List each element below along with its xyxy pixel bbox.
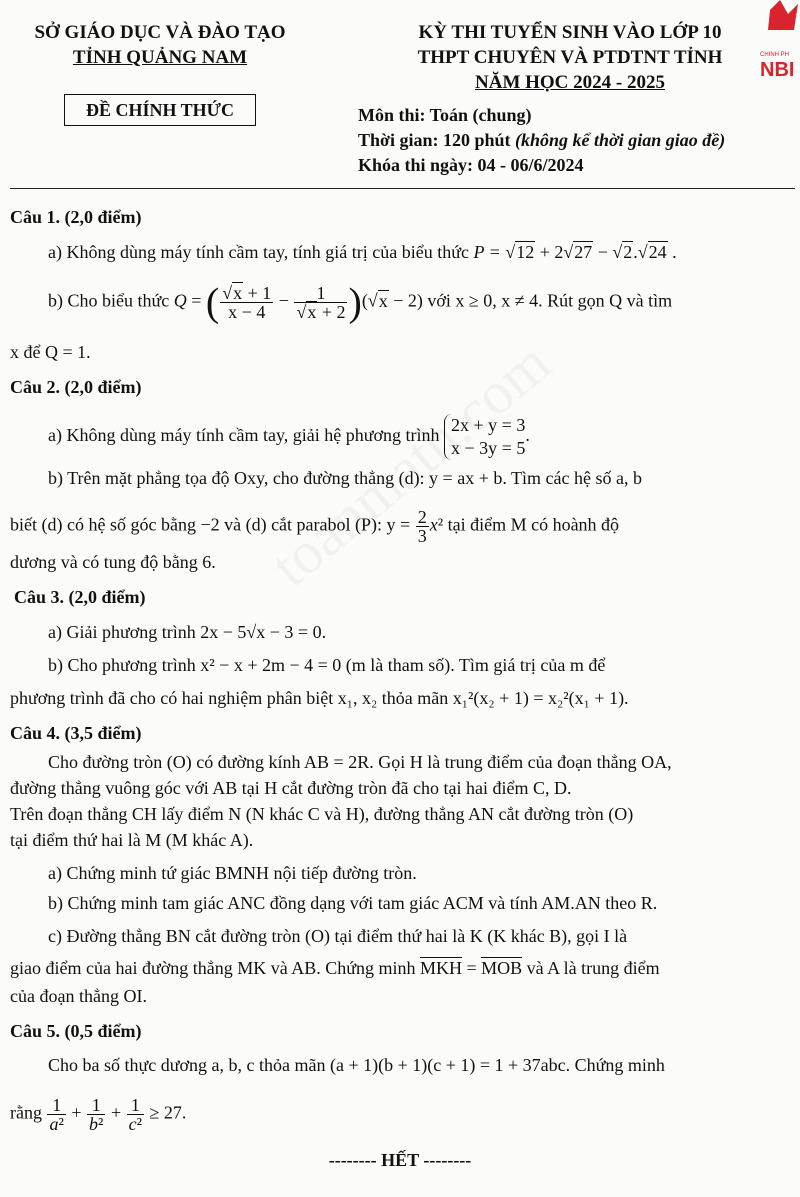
end-marker: -------- HẾT -------- (328, 1150, 472, 1170)
question-1a: a) Không dùng máy tính cầm tay, tính giá trị của biểu thức P = √12 + 2√27 − √2.√24 . (48, 242, 677, 262)
exam-subject: Môn thi: Toán (chung) (358, 105, 532, 125)
question-2b-end: dương và có tung độ bằng 6. (10, 552, 216, 572)
exam-duration (358, 128, 725, 153)
question-4c-end: của đoạn thẳng OI. (10, 986, 147, 1006)
question-3b-cont: phương trình đã cho có hai nghiệm phân biệt x₁, x₂ thỏa mãn x₁²(x₂ + 1) = x₂²(x₁ + 1). (10, 688, 629, 708)
province-name: TỈNH QUẢNG NAM (72, 47, 248, 68)
question-5-title: Câu 5. (0,5 điểm) (10, 1021, 142, 1041)
question-4-intro-4: tại điểm thứ hai là M (M khác A). (10, 830, 254, 850)
exam-duration-label: Thời gian: 120 phút (358, 130, 511, 150)
question-4c-cont: giao điểm của hai đường thẳng MK và AB. Chứng minh MKH = MOB và A là trung điểm (10, 958, 660, 978)
q1a-expression: √12 + 2√27 − √2.√24 . (505, 242, 677, 262)
question-3a: a) Giải phương trình 2x − 5√x − 3 = 0. (48, 622, 327, 642)
question-3b: b) Cho phương trình x² − x + 2m − 4 = 0 (m là tham số). Tìm giá trị của m để (48, 655, 606, 675)
official-exam-box: ĐỀ CHÍNH THỨC (64, 94, 256, 126)
question-4b: b) Chứng minh tam giác ANC đồng dạng với tam giác ACM và tính AM.AN theo R. (48, 893, 658, 913)
question-4-title: Câu 4. (3,5 điểm) (10, 723, 142, 743)
school-year: NĂM HỌC 2024 - 2025 (475, 72, 665, 93)
question-5-line1: Cho ba số thực dương a, b, c thỏa mãn (a + 1)(b + 1)(c + 1) = 1 + 37abc. Chứng minh (48, 1055, 665, 1075)
question-5-line2: rằng $\frac{1}{\text{a²}}$ + $\frac{1}{\text{b²}}$ + $\frac{1}{\text{c²}}$ ≥ 27. (10, 1095, 187, 1134)
question-4-intro-3: Trên đoạn thẳng CH lấy điểm N (N khác C và H), đường thẳng AN cắt đường tròn (O) (10, 804, 634, 824)
question-4a: a) Chứng minh tứ giác BMNH nội tiếp đường tròn. (48, 863, 417, 883)
exam-date: Khóa thi ngày: 04 - 06/6/2024 (358, 155, 584, 175)
question-2b-cont: biết (d) có hệ số góc bằng −2 và (d) cắt parabol (P): y = $\frac{2}{3}$ x² tại điểm M có hoành độ (10, 507, 620, 546)
header-divider (10, 188, 795, 189)
publisher-logo (750, 0, 800, 80)
question-1b-cont: x để Q = 1. (10, 342, 91, 362)
question-1-title: Câu 1. (2,0 điểm) (10, 207, 142, 227)
svg-text:NBI: NBI (760, 59, 795, 80)
question-2-title: Câu 2. (2,0 điểm) (10, 377, 142, 397)
exam-title: KỲ THI TUYỂN SINH VÀO LỚP 10 (418, 22, 722, 43)
equation-system: 2x + y = 3 x − 3y = 5 (444, 414, 525, 460)
svg-text:CHINH PH: CHINH PH (760, 52, 790, 58)
department-name: SỞ GIÁO DỤC VÀ ĐÀO TẠO (34, 22, 286, 43)
question-4c: c) Đường thẳng BN cắt đường tròn (O) tại điểm thứ hai là K (K khác B), gọi I là (48, 926, 628, 946)
question-3-title: Câu 3. (2,0 điểm) (14, 587, 146, 607)
watermark (258, 328, 564, 600)
exam-subtitle: THPT CHUYÊN VÀ PTDTNT TỈNH (417, 47, 723, 68)
question-1b: b) Cho biểu thức Q = ( $\frac{√x + 1}{x - 4}$ − $\frac{1}{√x + 2}$ )(√x − 2) với x ≥ 0, x ≠ 4. Rút gọn Q và tìm (48, 279, 673, 325)
question-4-intro-2: đường thẳng vuông góc với AB tại H cắt đường tròn đã cho tại hai điểm C, D. (10, 778, 572, 798)
question-2b: b) Trên mặt phẳng tọa độ Oxy, cho đường thẳng (d): y = ax + b. Tìm các hệ số a, b (48, 468, 642, 488)
exam-duration-note: (không kể thời gian giao đề) (515, 130, 726, 150)
question-4-intro-1: Cho đường tròn (O) có đường kính AB = 2R. Gọi H là trung điểm của đoạn thẳng OA, (48, 752, 672, 772)
question-2a: a) Không dùng máy tính cầm tay, giải hệ phương trình 2x + y = 3 x − 3y = 5 . (48, 415, 530, 458)
